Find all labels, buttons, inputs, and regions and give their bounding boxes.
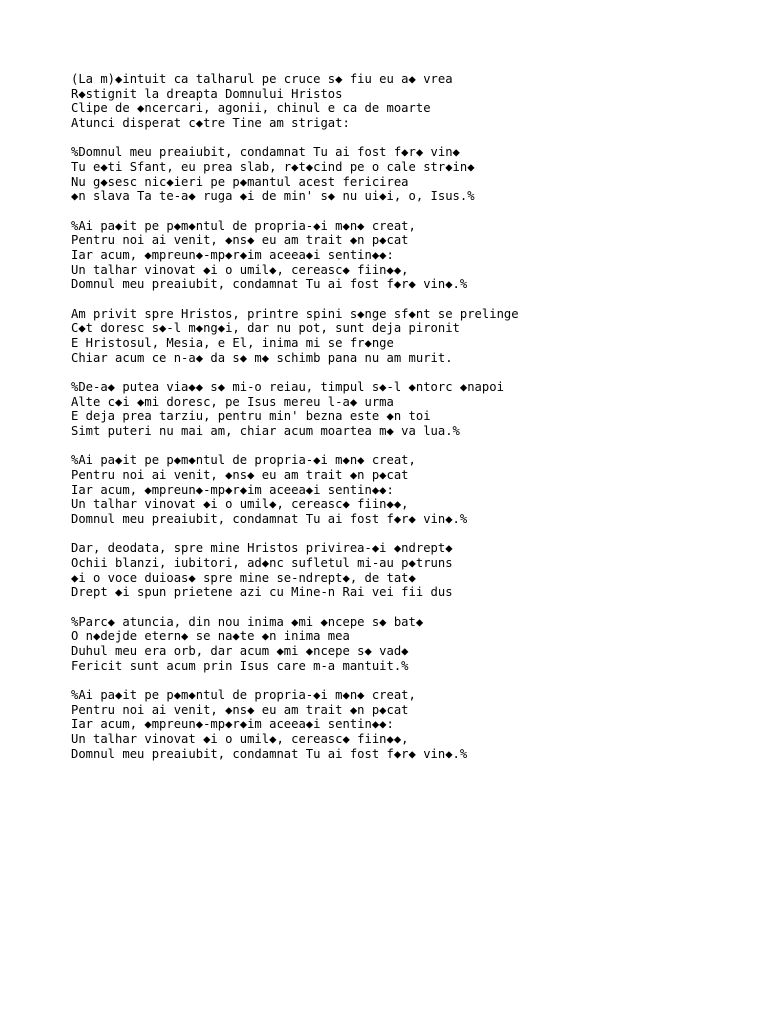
stanza-2: [71, 145, 751, 203]
lyric-line: Atunci disperat c◆tre Tine am strigat:: [71, 115, 350, 130]
lyric-line: %Ai pa◆it pe p◆m◆ntul de propria-◆i m◆n◆ creat,: [71, 688, 416, 703]
lyric-line: Chiar acum ce n-a◆ da s◆ m◆ schimb pana nu am murit.: [71, 350, 453, 365]
lyric-line: Simt puteri nu mai am, chiar acum moartea m◆ va lua.%: [71, 423, 460, 438]
lyric-line: Drept ◆i spun prietene azi cu Mine-n Rai vei fii dus: [71, 585, 453, 600]
lyric-line: Iar acum, ◆mpreun◆-mp◆r◆im aceea◆i sentin◆◆:: [71, 247, 394, 262]
lyric-line: Alte c◆i ◆mi doresc, pe Isus mereu l-a◆ urma: [71, 394, 394, 409]
lyric-line: Am privit spre Hristos, printre spini s◆nge sf◆nt se prelinge: [71, 306, 519, 321]
lyric-line: Un talhar vinovat ◆i o umil◆, cereasc◆ fiin◆◆,: [71, 731, 409, 746]
lyrics-document: [71, 72, 751, 776]
lyric-line: Pentru noi ai venit, ◆ns◆ eu am trait ◆n p◆cat: [71, 233, 409, 248]
stanza-9: [71, 688, 751, 761]
lyric-line: Domnul meu preaiubit, condamnat Tu ai fost f◆r◆ vin◆.%: [71, 277, 468, 292]
lyric-line: Pentru noi ai venit, ◆ns◆ eu am trait ◆n p◆cat: [71, 468, 409, 483]
lyric-line: E Hristosul, Mesia, e El, inima mi se fr◆nge: [71, 335, 394, 350]
stanza-4: [71, 307, 751, 365]
lyric-line: %Domnul meu preaiubit, condamnat Tu ai fost f◆r◆ vin◆: [71, 145, 460, 160]
stanza-3: [71, 219, 751, 292]
lyric-line: Un talhar vinovat ◆i o umil◆, cereasc◆ fiin◆◆,: [71, 497, 409, 512]
lyric-line: %Parc◆ atuncia, din nou inima ◆mi ◆ncepe s◆ bat◆: [71, 614, 424, 629]
lyric-line: Dar, deodata, spre mine Hristos privirea-◆i ◆ndrept◆: [71, 541, 453, 556]
lyric-line: Tu e◆ti Sfant, eu prea slab, r◆t◆cind pe o cale str◆in◆: [71, 159, 475, 174]
lyric-line: ◆n slava Ta te-a◆ ruga ◆i de min' s◆ nu ui◆i, o, Isus.%: [71, 189, 475, 204]
lyric-line: Nu g◆sesc nic◆ieri pe p◆mantul acest fericirea: [71, 174, 409, 189]
lyric-line: Domnul meu preaiubit, condamnat Tu ai fost f◆r◆ vin◆.%: [71, 746, 468, 761]
lyric-line: %Ai pa◆it pe p◆m◆ntul de propria-◆i m◆n◆ creat,: [71, 218, 416, 233]
lyric-line: O n◆dejde etern◆ se na◆te ◆n inima mea: [71, 629, 350, 644]
lyric-line: Duhul meu era orb, dar acum ◆mi ◆ncepe s◆ vad◆: [71, 644, 409, 658]
stanza-7: [71, 541, 751, 599]
stanza-6: [71, 453, 751, 526]
lyric-line: Iar acum, ◆mpreun◆-mp◆r◆im aceea◆i sentin◆◆:: [71, 482, 394, 497]
stanza-5: [71, 380, 751, 438]
stanza-8: [71, 615, 751, 673]
lyric-line: ◆i o voce duioas◆ spre mine se-ndrept◆, de tat◆: [71, 570, 416, 585]
lyric-line: Un talhar vinovat ◆i o umil◆, cereasc◆ fiin◆◆,: [71, 262, 409, 277]
lyric-line: Iar acum, ◆mpreun◆-mp◆r◆im aceea◆i sentin◆◆:: [71, 717, 394, 732]
lyric-line: Ochii blanzi, iubitori, ad◆nc sufletul mi-au p◆truns: [71, 556, 453, 571]
lyric-line: Domnul meu preaiubit, condamnat Tu ai fost f◆r◆ vin◆.%: [71, 511, 468, 526]
lyric-line: R◆stignit la dreapta Domnului Hristos: [71, 86, 343, 101]
lyric-line: Fericit sunt acum prin Isus care m-a mantuit.%: [71, 658, 409, 673]
lyric-line: Pentru noi ai venit, ◆ns◆ eu am trait ◆n p◆cat: [71, 702, 409, 717]
stanza-1: [71, 72, 751, 130]
lyric-line: C◆t doresc s◆-l m◆ng◆i, dar nu pot, sunt deja pironit: [71, 321, 460, 336]
lyric-line: %De-a◆ putea via◆◆ s◆ mi-o reiau, timpul s◆-l ◆ntorc ◆napoi: [71, 380, 504, 395]
lyric-line: (La m)◆intuit ca talharul pe cruce s◆ fiu eu a◆ vrea: [71, 72, 453, 86]
lyric-line: Clipe de ◆ncercari, agonii, chinul e ca de moarte: [71, 101, 431, 116]
lyric-line: %Ai pa◆it pe p◆m◆ntul de propria-◆i m◆n◆ creat,: [71, 453, 416, 468]
lyric-line: E deja prea tarziu, pentru min' bezna este ◆n toi: [71, 409, 431, 424]
